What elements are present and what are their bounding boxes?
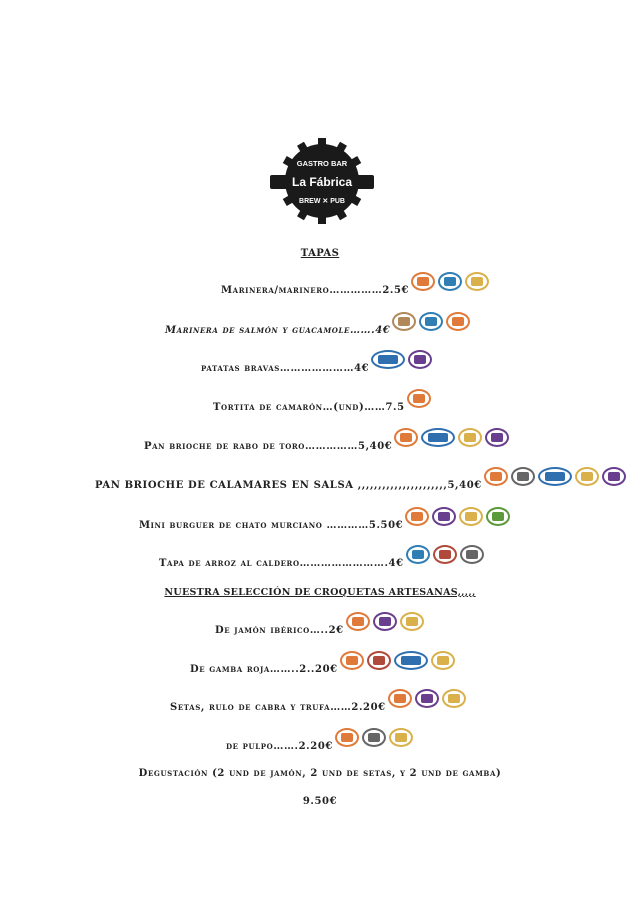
mollusc-allergen-icon (460, 545, 484, 564)
menu-item (0, 520, 640, 531)
la-fabrica-logo (268, 138, 376, 224)
logo-name: La Fábrica (291, 175, 353, 189)
allergen-icons (411, 272, 489, 291)
egg-allergen-icon (431, 651, 455, 670)
allergen-icons (484, 467, 626, 486)
item-text: Marinera de salmón y guacamole…….4€ (165, 325, 391, 336)
gluten-allergen-icon (388, 689, 412, 708)
menu-item (0, 558, 640, 569)
menu-item (0, 702, 640, 713)
egg-allergen-icon (389, 728, 413, 747)
gluten-allergen-icon (346, 612, 370, 631)
allergen-icons (394, 428, 509, 447)
item-text: de pulpo…….2.20€ (226, 741, 333, 752)
mollusc-allergen-icon (511, 467, 535, 486)
fish-allergen-icon (419, 312, 443, 331)
item-text: Tortita de camarón…(und)……7.5 (213, 402, 405, 413)
mollusc-allergen-icon (362, 728, 386, 747)
gluten-allergen-icon (405, 507, 429, 526)
menu-title: TAPAS (300, 248, 340, 259)
sulphites-allergen-icon (432, 507, 456, 526)
milk-allergen-icon (371, 350, 405, 369)
allergen-icons (406, 545, 484, 564)
egg-allergen-icon (575, 467, 599, 486)
allergen-icons (388, 689, 466, 708)
logo-top-text: GASTRO BAR (296, 159, 348, 168)
gluten-allergen-icon (484, 467, 508, 486)
item-text: Pan brioche de rabo de toro……………5,40€ (144, 441, 393, 452)
menu-item (0, 325, 640, 336)
item-text: De jamón ibérico…..2€ (215, 625, 344, 636)
allergen-icons (371, 350, 432, 369)
fish-allergen-icon (438, 272, 462, 291)
allergen-icons (346, 612, 424, 631)
item-text: patatas bravas…………………4€ (201, 363, 370, 374)
crustacean-red-allergen-icon (433, 545, 457, 564)
menu-item (0, 664, 640, 675)
menu-item (0, 285, 640, 296)
croquetas-section-title: NUESTRA SELECCIÓN DE CROQUETAS ARTESANAS,,,,, (164, 587, 476, 598)
allergen-icons (407, 389, 431, 408)
gluten-allergen-icon (340, 651, 364, 670)
egg-allergen-icon (458, 428, 482, 447)
degustacion-text: Degustación (2 und de jamón, 2 und de setas, y 2 und de gamba) (138, 768, 502, 779)
allergen-icons (405, 507, 510, 526)
sulphites-allergen-icon (373, 612, 397, 631)
egg-allergen-icon (442, 689, 466, 708)
gluten-allergen-icon (335, 728, 359, 747)
sulphites-allergen-icon (602, 467, 626, 486)
sulphites-allergen-icon (408, 350, 432, 369)
gluten-allergen-icon (407, 389, 431, 408)
logo-bottom-text: BREW ✕ PUB (299, 198, 345, 205)
menu-item (0, 402, 640, 413)
egg-allergen-icon (465, 272, 489, 291)
gluten-allergen-icon (446, 312, 470, 331)
egg-allergen-icon (400, 612, 424, 631)
gluten-allergen-icon (394, 428, 418, 447)
celery-allergen-icon (486, 507, 510, 526)
milk-allergen-icon (394, 651, 428, 670)
degustacion-price: 9.50€ (302, 796, 338, 807)
egg-allergen-icon (459, 507, 483, 526)
item-text: Mini burguer de chato murciano …………5.50€ (139, 520, 404, 531)
crustacean-red-allergen-icon (367, 651, 391, 670)
crustacean-allergen-icon (392, 312, 416, 331)
milk-allergen-icon (421, 428, 455, 447)
sulphites-allergen-icon (485, 428, 509, 447)
fish-allergen-icon (406, 545, 430, 564)
allergen-icons (340, 651, 455, 670)
allergen-icons (335, 728, 413, 747)
menu-item (0, 441, 640, 452)
menu-item (0, 625, 640, 636)
item-text: PAN BRIOCHE DE CALAMARES EN SALSA ,,,,,,,,,,,,,,,,,,,,,,5,40€ (95, 480, 482, 491)
item-text: Tapa de arroz al caldero…………………….4€ (159, 558, 404, 569)
menu-item (0, 741, 640, 752)
milk-allergen-icon (538, 467, 572, 486)
menu-item (0, 363, 640, 374)
allergen-icons (392, 312, 470, 331)
gluten-allergen-icon (411, 272, 435, 291)
item-text: Marinera/marinero……………2.5€ (221, 285, 410, 296)
item-text: Setas, rulo de cabra y trufa……2.20€ (170, 702, 386, 713)
item-text: De gamba roja……..2..20€ (190, 664, 338, 675)
menu-item (0, 480, 640, 491)
sulphites-allergen-icon (415, 689, 439, 708)
